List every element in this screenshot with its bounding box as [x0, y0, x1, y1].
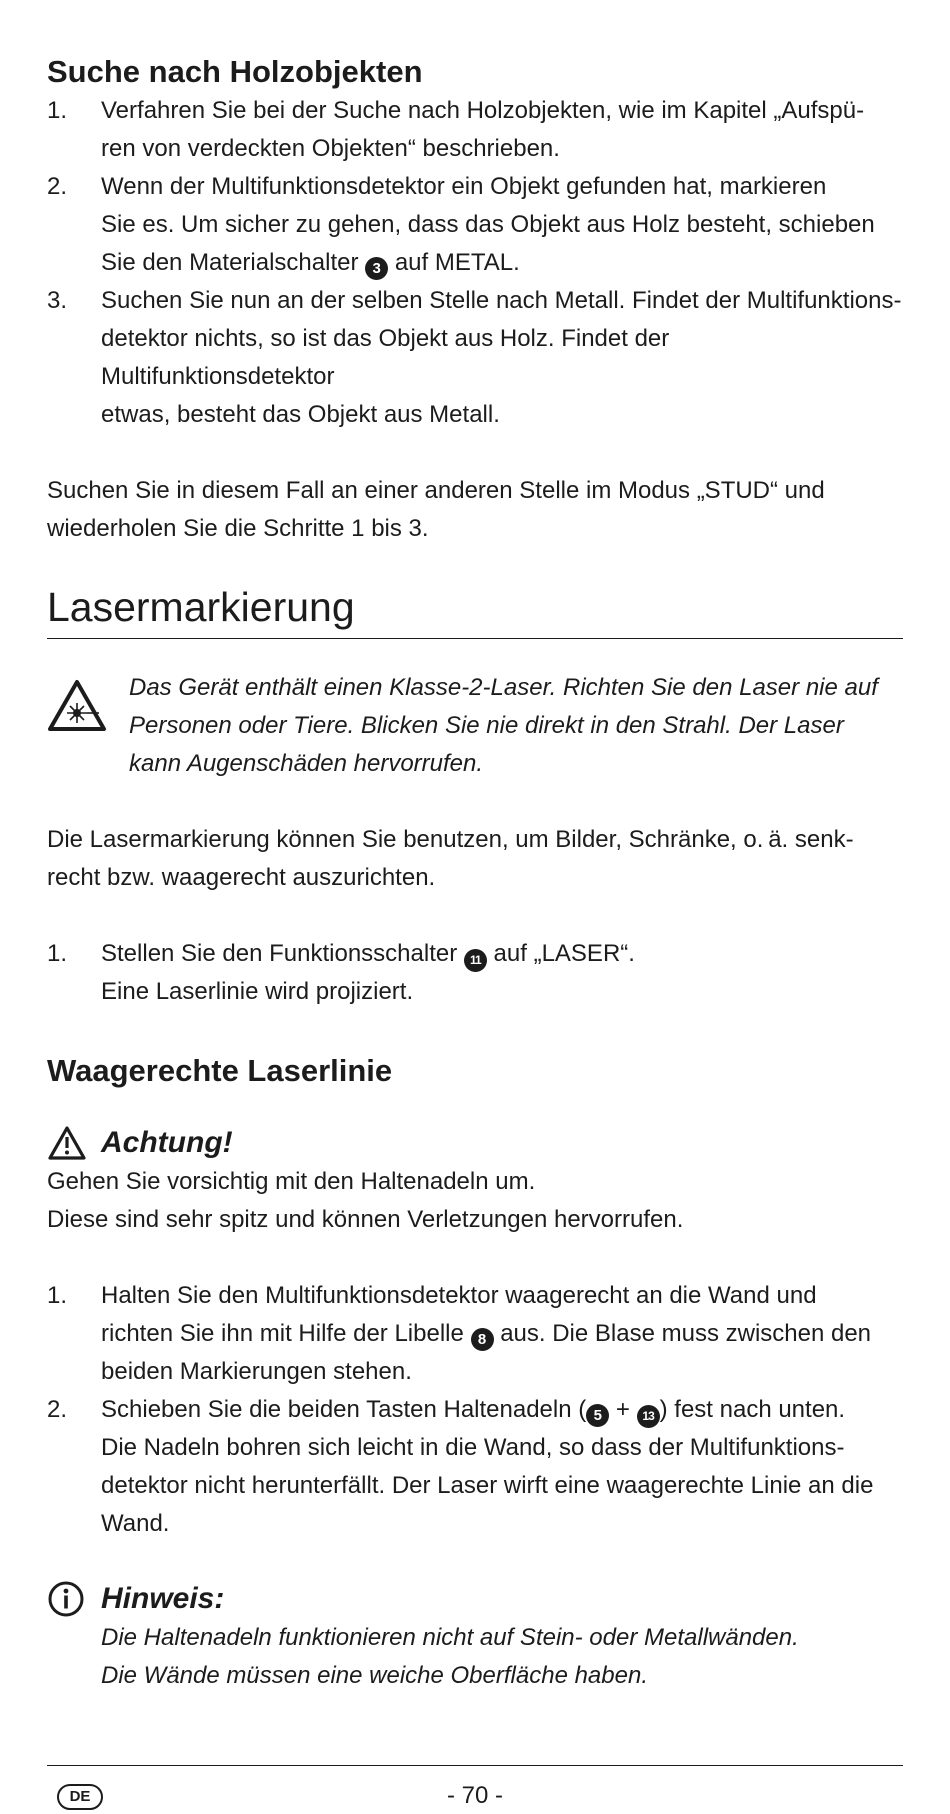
- list-item: 1. Stellen Sie den Funktionsschalter 11 auf „LASER“. Eine Laserlinie wird projiziert.: [47, 935, 903, 1011]
- warning-line: Das Gerät enthält einen Klasse-2-Laser. Richten Sie den Laser nie auf: [129, 674, 878, 701]
- note-text: Die Haltenadeln funktionieren nicht auf Stein- oder Metallwänden. Die Wände müssen eine weiche Oberfläche haben.: [101, 1624, 799, 1689]
- part-number-badge: 3: [365, 257, 388, 280]
- followup-paragraph: Suchen Sie in diesem Fall an einer anderen Stelle im Modus „STUD“ und wiederholen Sie die Schritte 1 bis 3.: [47, 477, 825, 542]
- laser-warning: [47, 669, 903, 783]
- heading-horizontal-laser: Waagerechte Laserlinie: [47, 1053, 393, 1088]
- note-title: Hinweis:: [101, 1582, 225, 1615]
- step-number: 3.: [47, 287, 68, 314]
- list-item: 1. Halten Sie den Multifunktionsdetektor waagerecht an die Wand und richten Sie ihn mit Hilfe der Libelle 8 aus. Die Blase muss zwischen den beiden Markierungen stehen.: [47, 1277, 903, 1391]
- list-item: 2. Schieben Sie die beiden Tasten Haltenadeln ( 5 + 13 ) fest nach unten. Die Nadeln bohren sich leicht in die Wand, so dass der Multifunktions- detektor nicht herunterfällt. Der Laser wirft eine waagerechte Linie an die Wand.: [47, 1391, 903, 1543]
- caution-title: Achtung!: [101, 1126, 233, 1159]
- step-number: 2.: [47, 1396, 68, 1423]
- manual-page: [47, 52, 903, 1695]
- step-line: Suchen Sie nun an der selben Stelle nach Metall. Findet der Multifunktions-: [101, 287, 902, 314]
- heading-wood-search: Suche nach Holzobjekten: [47, 54, 423, 89]
- footer-divider: [47, 1765, 903, 1766]
- info-circle-icon: [47, 1580, 101, 1618]
- step-line: etwas, besteht das Objekt aus Metall.: [101, 401, 500, 428]
- part-number-badge: 5: [586, 1404, 609, 1427]
- step-number: 1.: [47, 97, 68, 124]
- step-line: auf METAL.: [394, 249, 520, 276]
- step-number: 1.: [47, 940, 68, 967]
- note-heading: [47, 1579, 903, 1619]
- wood-search-steps: [47, 92, 903, 434]
- part-number-badge: 8: [471, 1328, 494, 1351]
- language-badge: DE: [57, 1784, 103, 1810]
- laser-warning-icon: [47, 669, 129, 783]
- step-line: Sie den Materialschalter: [101, 249, 359, 276]
- caution-heading: [47, 1123, 903, 1163]
- list-item: [47, 168, 903, 282]
- step-line: Sie es. Um sicher zu gehen, dass das Objekt aus Holz besteht, schieben: [101, 211, 875, 238]
- list-item: [47, 92, 903, 168]
- page-number: - 70 -: [446, 1782, 503, 1809]
- warning-line: kann Augenschäden hervorrufen.: [129, 750, 484, 777]
- laser-steps: [47, 935, 903, 1011]
- part-number-badge: 13: [637, 1405, 660, 1428]
- laser-intro-paragraph: Die Lasermarkierung können Sie benutzen, um Bilder, Schränke, o. ä. senk- recht bzw. waagerecht auszurichten.: [47, 826, 854, 891]
- list-item: [47, 282, 903, 434]
- step-line: Wenn der Multifunktionsdetektor ein Objekt gefunden hat, markieren: [101, 173, 827, 200]
- step-line: detektor nichts, so ist das Objekt aus Holz. Findet der Multifunktionsdetektor: [101, 325, 670, 390]
- step-number: 1.: [47, 1282, 68, 1309]
- warning-line: Personen oder Tiere. Blicken Sie nie direkt in den Strahl. Der Laser: [129, 712, 844, 739]
- heading-laser-marking: Lasermarkierung: [47, 582, 903, 639]
- step-line: ren von verdeckten Objekten“ beschrieben.: [101, 135, 560, 162]
- caution-text: Gehen Sie vorsichtig mit den Haltenadeln um. Diese sind sehr spitz und können Verletzungen hervorrufen.: [47, 1168, 684, 1233]
- step-line: Verfahren Sie bei der Suche nach Holzobjekten, wie im Kapitel „Aufspü-: [101, 97, 865, 124]
- warning-triangle-icon: [47, 1125, 101, 1161]
- horizontal-steps: [47, 1277, 903, 1543]
- part-number-badge: 11: [464, 949, 487, 972]
- step-number: 2.: [47, 173, 68, 200]
